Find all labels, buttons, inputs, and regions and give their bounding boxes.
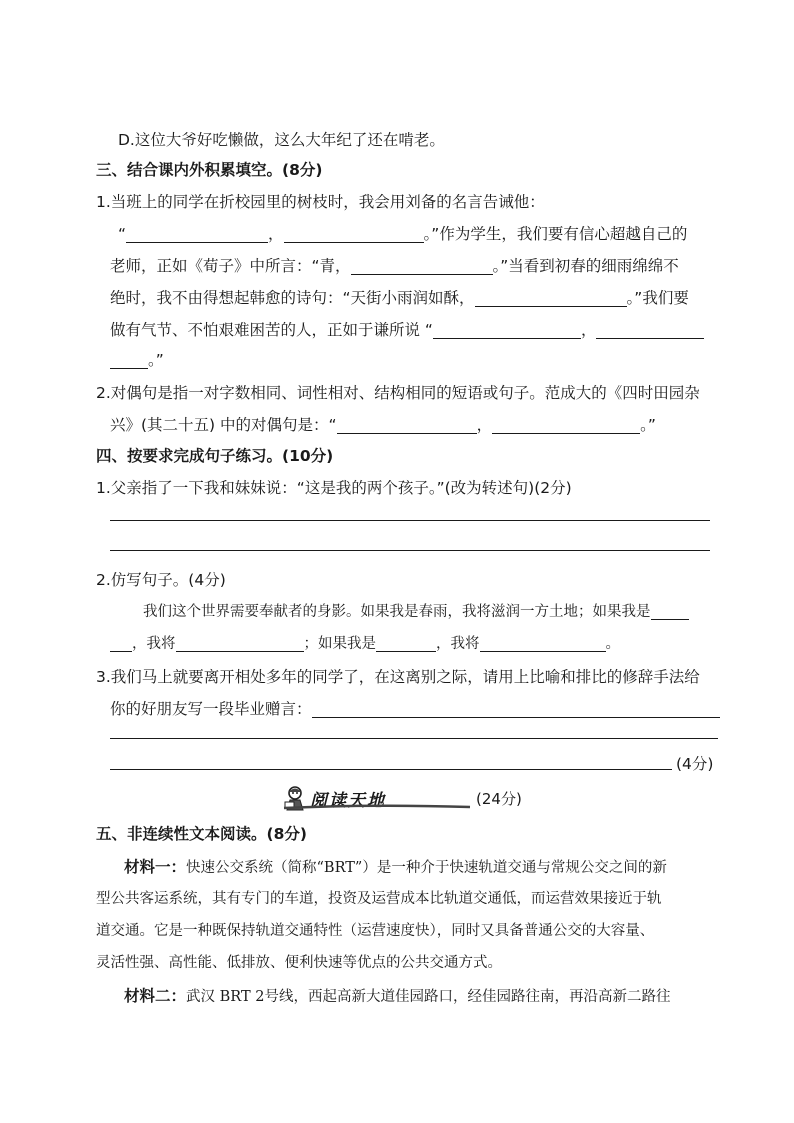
section-3-title: 三、结合课内外积累填空。(8分)	[96, 161, 323, 179]
s4-q2-example-b	[110, 632, 620, 656]
s4-q3-score: (4分)	[676, 755, 714, 773]
s4-q3-prompt: 3.我们马上就要离开相处多年的同学了，在这离别之际，请用上比喻和排比的修辞手法给	[96, 668, 700, 686]
banner-underline	[282, 802, 472, 812]
s3-q1-prompt: 1.当班上的同学在折校园里的树枝时，我会用刘备的名言告诫他：	[96, 193, 545, 211]
answer-blank[interactable]	[337, 417, 477, 434]
answer-blank[interactable]	[110, 352, 148, 369]
answer-blank[interactable]	[176, 635, 304, 652]
s4-q2-prompt: 2.仿写句子。(4分)	[96, 571, 226, 589]
banner-title: 阅读天地	[310, 791, 386, 811]
answer-blank[interactable]	[126, 226, 268, 243]
answer-line[interactable]	[110, 520, 710, 521]
s4-q1-prompt: 1.父亲指了一下我和妹妹说：“这是我的两个孩子。”(改为转述句)(2分)	[96, 479, 572, 497]
s4-q2-example-a	[143, 600, 689, 624]
s3-q2-line-b	[110, 413, 656, 437]
text-segment: 绝时，我不由得想起韩愈的诗句：“天街小雨润如酥，	[110, 289, 475, 307]
text-segment: 老师，正如《荀子》中所言：“青，	[110, 257, 351, 275]
reading-section-banner	[282, 784, 532, 814]
text-segment: 你的好朋友写一段毕业赠言：	[110, 700, 312, 718]
material-1-line-a	[124, 855, 667, 880]
material-2-line-a	[124, 984, 670, 1009]
answer-blank[interactable]	[312, 701, 720, 718]
material-2-label: 材料二：	[124, 987, 187, 1005]
answer-blank[interactable]	[596, 322, 704, 339]
answer-blank[interactable]	[651, 603, 689, 620]
answer-blank[interactable]	[376, 635, 436, 652]
text-segment: ，我将	[436, 636, 480, 652]
banner-score: (24分)	[476, 790, 522, 808]
answer-line[interactable]	[110, 550, 710, 551]
answer-line[interactable]	[110, 738, 718, 739]
s3-q1-line-b	[118, 222, 687, 246]
answer-blank[interactable]	[475, 290, 627, 307]
text-segment: 兴》(其二十五) 中的对偶句是：“	[110, 416, 337, 434]
text-segment: 。”当看到初春的细雨绵绵不	[492, 257, 679, 275]
answer-blank[interactable]	[351, 258, 493, 275]
text-segment: 快速公交系统（简称“BRT”）是一种介于快速轨道交通与常规公交之间的新	[186, 860, 667, 876]
text-segment: ，我将	[132, 636, 176, 652]
text-segment: 。	[605, 636, 620, 652]
material-1-line-c: 道交通。它是一种既保持轨道交通特性（运营速度快），同时又具备普通公交的大容量、	[96, 923, 655, 939]
quote-close: 。”	[640, 416, 656, 434]
answer-blank[interactable]	[433, 322, 581, 339]
text-segment: 我们这个世界需要奉献者的身影。如果我是春雨，我将滋润一方土地；如果我是	[143, 604, 651, 620]
option-d: D.这位大爷好吃懒做，这么大年纪了还在啃老。	[118, 131, 445, 149]
answer-blank[interactable]	[492, 417, 640, 434]
text-segment: 。”作为学生，我们要有信心超越自己的	[423, 225, 688, 243]
comma: ，	[580, 321, 597, 339]
section-4-title: 四、按要求完成句子练习。(10分)	[96, 447, 334, 465]
comma: ，	[268, 225, 284, 243]
s4-q3-line-b	[110, 697, 720, 721]
s3-q1-line-c	[110, 254, 679, 278]
answer-blank[interactable]	[110, 635, 132, 652]
text-segment: 武汉 BRT 2号线，西起高新大道佳园路口，经佳园路往南，再沿高新二路往	[186, 989, 671, 1005]
material-1-label: 材料一：	[124, 858, 187, 876]
s3-q1-line-f	[110, 348, 164, 372]
material-1-line-d: 灵活性强、高性能、低排放、便利快速等优点的公共交通方式。	[96, 955, 502, 971]
s3-q2-prompt: 2.对偶句是指一对字数相同、词性相对、结构相同的短语或句子。范成大的《四时田园杂	[96, 384, 700, 402]
text-segment: ；如果我是	[303, 636, 376, 652]
answer-line[interactable]	[110, 769, 672, 770]
quote-open: “	[118, 225, 127, 243]
quote-close: 。”	[148, 351, 164, 369]
comma: ，	[476, 416, 493, 434]
answer-blank[interactable]	[284, 226, 424, 243]
text-segment: 做有气节、不怕艰难困苦的人，正如于谦所说 “	[110, 321, 433, 339]
s3-q1-line-e	[110, 318, 704, 342]
answer-blank[interactable]	[480, 635, 606, 652]
section-5-title: 五、非连续性文本阅读。(8分)	[96, 825, 307, 843]
s3-q1-line-d	[110, 286, 689, 310]
material-1-line-b: 型公共客运系统，其有专门的车道，投资及运营成本比轨道交通低，而运营效果接近于轨	[96, 891, 662, 907]
text-segment: 。”我们要	[626, 289, 689, 307]
